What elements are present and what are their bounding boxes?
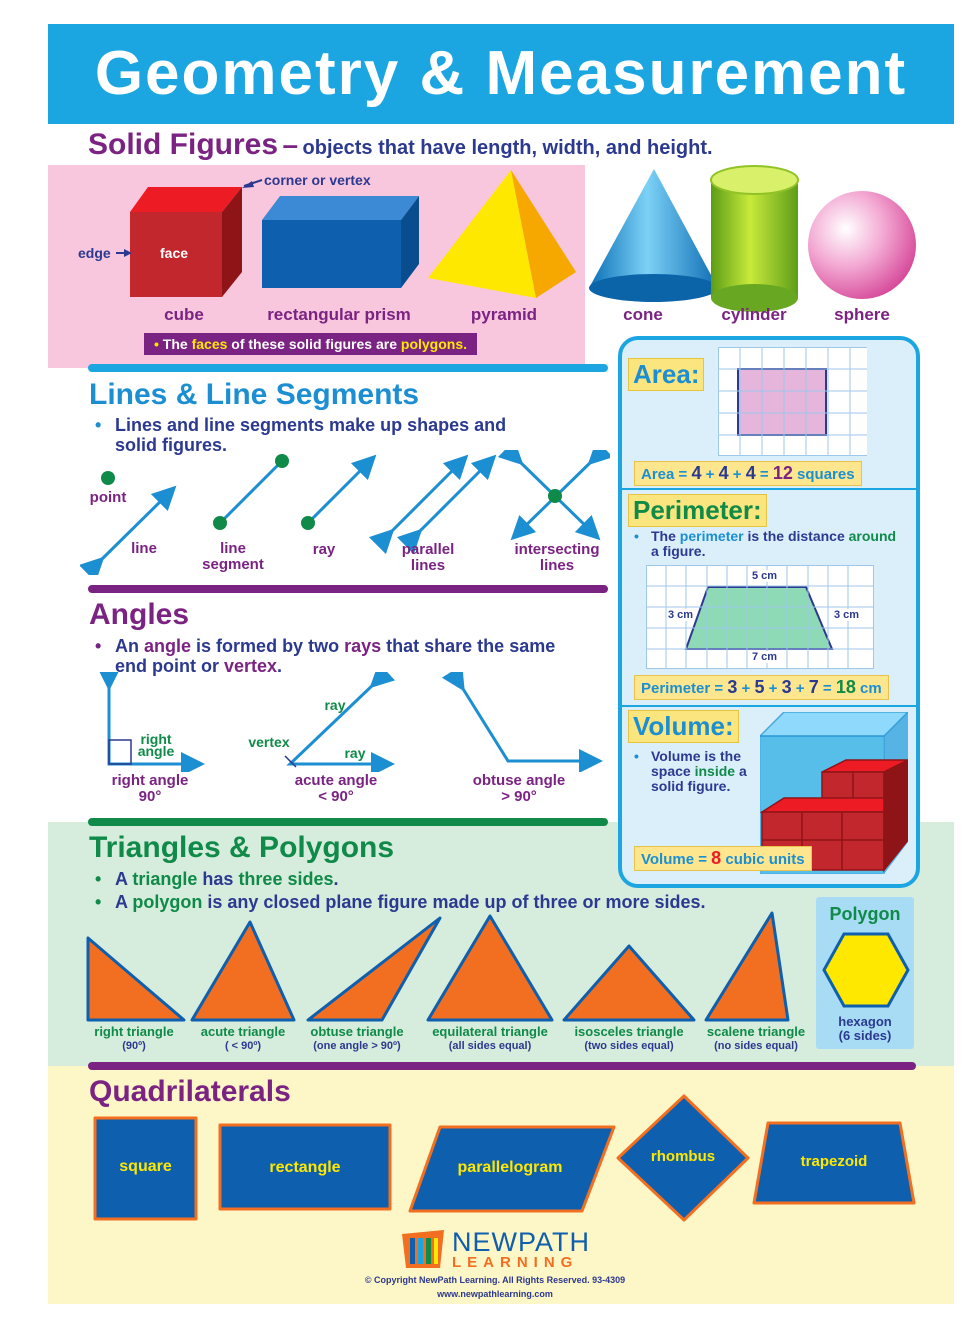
perimeter-divider (622, 705, 916, 707)
polygon-title: Polygon (829, 904, 901, 924)
area-title: Area: (628, 358, 704, 391)
perimeter-op-1: + (741, 680, 751, 697)
perimeter-result: 18 (835, 677, 856, 697)
segment-label-1: line (220, 540, 246, 557)
perimeter-text-body (651, 529, 904, 559)
quadrilaterals-title: Quadrilaterals (89, 1075, 291, 1108)
volume-formula (634, 846, 812, 871)
lines-text-body: Lines and line segments make up shapes and solid figures. (115, 415, 507, 455)
perimeter-top-label: 5 cm (752, 570, 778, 582)
area-term-1: 4 (691, 463, 702, 483)
rectangular-prism-caption: rectangular prism (267, 305, 411, 324)
perimeter-t3: a figure. (651, 543, 706, 559)
triangles-title: Triangles & Polygons (89, 831, 395, 864)
point-label: point (89, 489, 127, 506)
note-bullet: • (154, 336, 159, 352)
newpath-logo-icon (400, 1228, 446, 1270)
volume-t3: a solid figure. (651, 763, 747, 794)
perimeter-op-4: = (822, 680, 832, 697)
scalene-triangle-name: scalene triangle (706, 1024, 806, 1039)
acute-angle-caption: acute angle (294, 772, 378, 789)
note-polygons: polygons. (400, 336, 468, 352)
area-formula (634, 461, 862, 486)
obtuse-triangle-name: obtuse triangle (310, 1024, 404, 1039)
tri-b1-term: triangle (132, 869, 198, 889)
obtuse-triangle-note: (one angle > 90º) (313, 1040, 401, 1052)
angles-title: Angles (89, 598, 190, 631)
hexagon-note: (6 sides) (838, 1028, 892, 1043)
perimeter-term-2: 5 (754, 677, 765, 697)
square-label: square (119, 1158, 172, 1175)
corner-vertex-label: corner or vertex (264, 172, 371, 188)
segment-label-2: segment (202, 556, 264, 573)
perimeter-text (634, 529, 904, 559)
acute-triangle-note: ( < 90º) (224, 1040, 262, 1052)
parallel-label-1: parallel (401, 541, 455, 558)
triangles-drawing (80, 910, 800, 1025)
triangles-bullet-1 (95, 869, 695, 889)
angles-t-vertex: vertex (224, 656, 278, 676)
perimeter-t1: The (651, 528, 676, 544)
volume-t-inside: inside (694, 763, 736, 779)
equilateral-triangle-shape (428, 916, 552, 1020)
ray-top-label: ray (324, 697, 346, 713)
trapezoid-label: trapezoid (800, 1153, 868, 1170)
brand-line-1: NEWPATH (452, 1227, 590, 1257)
area-divider (622, 488, 916, 490)
line-label: line (131, 540, 157, 557)
tri-b2-body (115, 892, 795, 912)
angles-text-body (115, 636, 565, 676)
copyright-text: © Copyright NewPath Learning. All Rights Reserved. 93-4309 (364, 1275, 626, 1285)
triangles-bullet-2 (95, 892, 795, 912)
right-inner-1: right (140, 731, 172, 747)
tri-b1-2: has (202, 869, 234, 889)
volume-formula-label: Volume = (641, 851, 707, 868)
area-op-1: + (705, 466, 715, 483)
parallel-label-2: lines (410, 557, 446, 574)
perimeter-right-label: 3 cm (834, 609, 860, 621)
area-formula-label: Area = (641, 466, 688, 483)
perimeter-term-4: 7 (808, 677, 819, 697)
tri-bullet-dot-1: • (95, 869, 102, 889)
parallelogram-label: parallelogram (457, 1159, 563, 1176)
solid-figures-note (144, 333, 477, 355)
volume-bullet-dot: • (634, 748, 639, 764)
volume-value: 8 (711, 848, 722, 868)
tri-b1-body (115, 869, 695, 889)
obtuse-angle-value: > 90° (501, 788, 537, 805)
equilateral-triangle-note: (all sides equal) (448, 1040, 532, 1052)
triangles-divider (88, 818, 608, 826)
lines-bullet-dot: • (95, 415, 102, 435)
acute-triangle-shape (192, 922, 294, 1020)
perimeter-formula-label: Perimeter = (641, 680, 724, 697)
volume-text (634, 749, 764, 794)
perimeter-t-around: around (848, 528, 897, 544)
angles-text (95, 636, 565, 676)
intersecting-label-2: lines (539, 557, 575, 574)
isosceles-triangle-note: (two sides equal) (584, 1040, 674, 1052)
tri-bullet-dot-2: • (95, 892, 102, 912)
tri-b1-1: A (115, 869, 128, 889)
angles-bullet-dot: • (95, 636, 102, 656)
isosceles-triangle-shape (564, 946, 694, 1020)
perimeter-op-3: + (795, 680, 805, 697)
pyramid-shape (428, 170, 576, 298)
perimeter-term-1: 3 (727, 677, 738, 697)
scalene-triangle-shape (706, 913, 788, 1020)
lines-title: Lines & Line Segments (89, 378, 420, 411)
cone-caption: cone (623, 305, 663, 324)
perimeter-t-term: perimeter (679, 528, 744, 544)
obtuse-angle-caption: obtuse angle (472, 772, 566, 789)
tri-b2-2: is any closed plane figure made up of three or more sides. (207, 892, 706, 912)
perimeter-op-2: + (768, 680, 778, 697)
sphere-caption: sphere (834, 305, 890, 324)
face-label: face (160, 245, 189, 261)
rhombus-label: rhombus (650, 1148, 716, 1165)
cone-shape (589, 169, 718, 302)
tri-b1-3: . (333, 869, 339, 889)
area-unit: squares (797, 466, 855, 483)
perimeter-title: Perimeter: (628, 494, 767, 527)
area-grid (718, 347, 867, 456)
lines-text (95, 415, 515, 455)
obtuse-triangle-shape (308, 918, 440, 1020)
brand-name (452, 1228, 590, 1270)
area-term-2: 4 (718, 463, 729, 483)
angles-divider (88, 585, 608, 593)
pyramid-caption: pyramid (470, 305, 538, 324)
isosceles-triangle-name: isosceles triangle (574, 1024, 684, 1039)
volume-title: Volume: (628, 710, 739, 743)
solid-figures-subtitle: objects that have length, width, and height. (302, 137, 713, 159)
angles-t-rays: rays (344, 636, 382, 656)
acute-angle-value: < 90° (318, 788, 354, 805)
solid-figures-title: Solid Figures (88, 128, 279, 161)
cylinder-shape (711, 166, 798, 312)
tri-b1-term2: three sides (238, 869, 334, 889)
perimeter-bottom-label: 7 cm (752, 651, 778, 663)
solid-figures-drawing (48, 160, 954, 320)
volume-text-body (651, 749, 764, 794)
rectangular-prism-shape (262, 196, 419, 288)
lines-divider (88, 364, 608, 372)
volume-unit: cubic units (725, 851, 805, 868)
solid-figures-dash: – (282, 129, 299, 160)
note-pre: The (162, 336, 188, 352)
vertex-label: vertex (248, 734, 290, 750)
volume-t1: Volume is the (651, 748, 741, 764)
edge-label: edge (78, 245, 111, 261)
quadrilaterals-divider (88, 1062, 916, 1070)
right-inner-2: angle (137, 743, 175, 759)
equilateral-triangle-name: equilateral triangle (432, 1024, 548, 1039)
perimeter-bullet-dot: • (634, 528, 639, 544)
hexagon-shape (822, 932, 910, 1008)
right-triangle-shape (88, 938, 184, 1020)
cylinder-caption: cylinder (721, 305, 787, 324)
solid-figures-heading (88, 128, 713, 162)
acute-triangle-name: acute triangle (200, 1024, 286, 1039)
scalene-triangle-note: (no sides equal) (714, 1040, 798, 1052)
perimeter-left-label: 3 cm (668, 609, 694, 621)
website-url: www.newpathlearning.com (437, 1289, 553, 1299)
angles-t3: that share the (386, 636, 505, 656)
page-title: Geometry & Measurement (94, 39, 908, 108)
cube-shape (130, 187, 242, 297)
area-op-3: = (759, 466, 769, 483)
rectangle-label: rectangle (269, 1159, 341, 1176)
angles-t1: An (115, 636, 139, 656)
tri-b2-1: A (115, 892, 128, 912)
area-term-3: 4 (745, 463, 756, 483)
hexagon-name: hexagon (838, 1014, 892, 1029)
area-op-2: + (732, 466, 742, 483)
perimeter-t2: is the distance (747, 528, 845, 544)
right-angle-caption: right angle (111, 772, 189, 789)
perimeter-unit: cm (860, 680, 882, 697)
note-faces: faces (191, 336, 228, 352)
note-mid: of these solid figures are (231, 336, 397, 352)
right-angle-value: 90° (138, 788, 162, 805)
angles-t4: same end point or (115, 636, 556, 676)
volume-t2: space (651, 763, 691, 779)
intersecting-label-1: intersecting (514, 541, 600, 558)
tri-b2-term: polygon (132, 892, 203, 912)
cube-caption: cube (164, 305, 204, 324)
brand-line-2: LEARNING (452, 1254, 579, 1271)
sphere-shape (808, 191, 916, 299)
angles-t5: . (277, 656, 283, 676)
right-triangle-note: (90º) (122, 1040, 146, 1052)
angles-t2: is formed by two (196, 636, 340, 656)
angles-t-angle: angle (144, 636, 192, 656)
perimeter-term-3: 3 (781, 677, 792, 697)
area-result: 12 (772, 463, 793, 483)
perimeter-formula (634, 675, 889, 700)
ray-label: ray (312, 541, 336, 558)
right-triangle-name: right triangle (94, 1024, 174, 1039)
ray-bottom-label: ray (344, 745, 366, 761)
